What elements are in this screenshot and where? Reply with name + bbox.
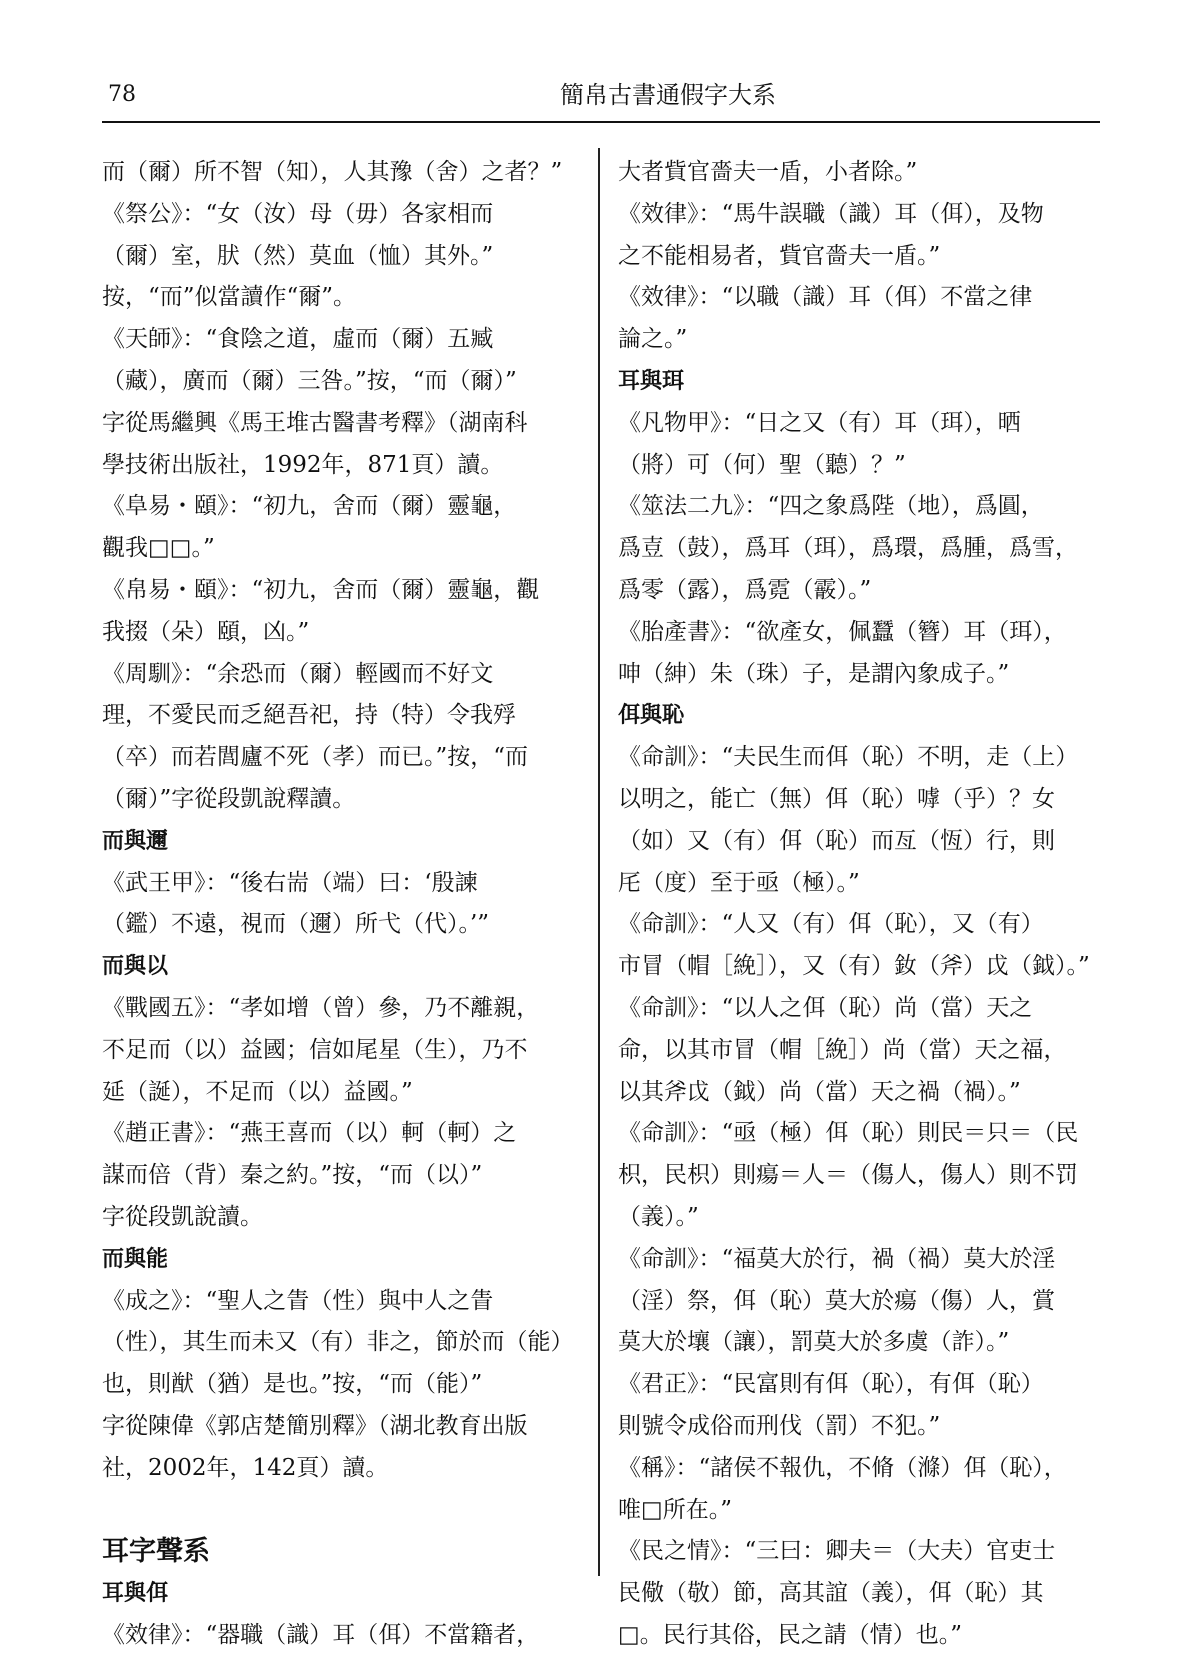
- text-line: 《稱》：“諸侯不報仇，不脩（滌）佴（恥），: [618, 1454, 1067, 1481]
- text-line: 《命訓》：“亟（極）佴（恥）則民＝只＝（民: [618, 1120, 1079, 1147]
- text-line: 大者貲官嗇夫一盾，小者除。”: [618, 159, 918, 185]
- entry-heading: 耳與佴: [102, 1581, 169, 1607]
- column-divider: [598, 148, 600, 1576]
- text-line: 《武王甲》：“後右耑（端）曰：‘殷諫: [102, 869, 478, 896]
- right-column: [618, 152, 1104, 1657]
- text-line: 民儆（敬）節，高其誼（義），佴（恥）其: [618, 1580, 1044, 1607]
- text-line: 以明之，能亡（無）佴（恥）嘑（乎）？女: [618, 785, 1055, 812]
- text-line: 枳，民枳）則瘍＝人＝（傷人，傷人）則不罚: [618, 1162, 1078, 1189]
- text-line: 《命訓》：“人又（有）佴（恥），又（有）: [618, 911, 1044, 938]
- text-line: 《凡物甲》：“日之又（有）耳（珥），晒: [618, 409, 1021, 436]
- text-line: 社，2002年，142頁）讀。: [102, 1454, 389, 1481]
- text-line: 爲零（露），爲霓（霰）。”: [618, 576, 872, 603]
- text-line: （藏），廣而（爾）三咎。”按，“而（爾）”: [102, 367, 517, 394]
- text-line: 厇（度）至于亟（極）。”: [618, 869, 860, 896]
- entry-heading: 而與邇: [102, 828, 169, 854]
- text-line: 《戰國五》：“孝如增（曾）參，乃不離親，: [102, 994, 540, 1021]
- text-line: 謀而倍（背）秦之約。”按，“而（以）”: [102, 1162, 483, 1189]
- section-heading: 耳字聲系: [102, 1536, 210, 1568]
- text-line: 《效律》：“器職（識）耳（佴）不當籍者，: [102, 1621, 540, 1648]
- text-line: 延（誕），不足而（以）益國。”: [102, 1078, 413, 1105]
- text-line: （淫）祭，佴（恥）莫大於瘍（傷）人，賞: [618, 1287, 1055, 1314]
- text-line: 《命訓》：“福莫大於行，禍（禍）莫大於淫: [618, 1245, 1056, 1272]
- text-line: 呻（紳）朱（珠）子，是謂內象成子。”: [618, 660, 1010, 687]
- text-line: 莫大於壤（讓），罰莫大於多虞（詐）。”: [618, 1329, 1010, 1356]
- text-line: 以其斧戉（鉞）尚（當）天之禍（禍）。”: [618, 1078, 1021, 1105]
- text-line: 字從陳偉《郭店楚簡別釋》（湖北教育出版: [102, 1412, 528, 1439]
- text-line: 《胎產書》：“欲產女，佩蠶（簪）耳（珥），: [618, 618, 1067, 645]
- text-line: 而（爾）所不智（知），人其豫（舍）之者？”: [102, 159, 563, 185]
- entry-heading: 耳與珥: [618, 368, 685, 394]
- text-line: （如）又（有）佴（恥）而亙（恆）行，則: [618, 827, 1055, 854]
- text-line: 我掇（朵）頤，凶。”: [102, 618, 310, 645]
- text-line: （卒）而若閭廬不死（孝）而已。”按，“而: [102, 744, 529, 771]
- text-line: 《帛易・頤》：“初九，舍而（爾）靈龜，觀: [102, 576, 540, 603]
- text-line: 爲壴（鼓），爲耳（珥），爲環，爲腫，爲雪，: [618, 535, 1078, 562]
- text-line: 《君正》：“民富則有佴（恥），有佴（恥）: [618, 1371, 1044, 1398]
- left-column: [102, 152, 580, 1657]
- text-line: （爾）”字從段凱說釋讀。: [102, 785, 356, 812]
- text-line: 《天師》：“食陰之道，虛而（爾）五臧: [102, 326, 494, 353]
- entry-heading: 而與以: [102, 954, 169, 980]
- text-line: 《命訓》：“夫民生而佴（恥）不明，走（上）: [618, 744, 1079, 771]
- text-line: 《效律》：“馬牛誤職（識）耳（佴），及物: [618, 200, 1044, 227]
- text-line: 之不能相易者，貲官嗇夫一盾。”: [618, 242, 941, 269]
- text-line: 觀我□□。”: [102, 535, 215, 562]
- page-number: 78: [108, 82, 136, 107]
- text-line: 《民之情》：“三曰：卿夫＝（大夫）官吏士: [618, 1538, 1056, 1565]
- text-line: 《效律》：“以職（識）耳（佴）不當之律: [618, 284, 1033, 311]
- text-line: 則號令成俗而刑伐（罰）不犯。”: [618, 1412, 941, 1439]
- text-line: 不足而（以）益國；信如尾星（生），乃不: [102, 1036, 528, 1063]
- blank-line: [102, 1490, 580, 1532]
- text-line: 字從段凱說讀。: [102, 1203, 263, 1230]
- text-line: （鑑）不遠，視而（邇）所弋（代）。’”: [102, 911, 490, 938]
- entry-heading: 而與能: [102, 1246, 169, 1272]
- text-line: （將）可（何）聖（聽）？”: [618, 451, 906, 478]
- text-line: 論之。”: [618, 326, 688, 353]
- text-line: （義）。”: [618, 1203, 699, 1230]
- text-line: 《趙正書》：“燕王喜而（以）軻（軻）之: [102, 1120, 517, 1147]
- text-line: 按，“而”似當讀作“爾”。: [102, 284, 357, 311]
- text-line: 《命訓》：“以人之佴（恥）尚（當）天之: [618, 994, 1033, 1021]
- text-line: 命，以其市冒（帽［絻］）尚（當）天之福，: [618, 1036, 1067, 1063]
- text-line: 唯□所在。”: [618, 1496, 732, 1523]
- text-line: 字從馬繼興《馬王堆古醫書考釋》（湖南科: [102, 409, 528, 436]
- text-line: （爾）室，肰（然）莫血（恤）其外。”: [102, 242, 494, 269]
- entry-heading: 佴與恥: [618, 703, 685, 729]
- text-line: 學技術出版社，1992年，871頁）讀。: [102, 451, 504, 478]
- text-line: 也，則猷（猶）是也。”按，“而（能）”: [102, 1371, 483, 1398]
- text-line: 《周馴》：“余恐而（爾）輕國而不好文: [102, 660, 494, 687]
- text-line: □。民行其俗，民之請（情）也。”: [618, 1621, 962, 1648]
- text-line: （性），其生而未又（有）非之，節於而（能）: [102, 1329, 574, 1356]
- header-rule: [102, 121, 1100, 123]
- text-line: 市冒（帽［絻］），又（有）釹（斧）戉（鉞）。”: [618, 953, 1090, 980]
- running-title: 簡帛古書通假字大系: [560, 81, 776, 109]
- text-line: 《筮法二九》：“四之象爲陛（地），爲圓，: [618, 493, 1044, 520]
- text-line: 《阜易・頤》：“初九，舍而（爾）靈龜，: [102, 493, 517, 520]
- text-line: 理，不愛民而乏絕吾祀，持（特）令我殍: [102, 702, 516, 729]
- text-line: 《祭公》：“女（汝）母（毋）各家相而: [102, 200, 494, 227]
- text-line: 《成之》：“聖人之眚（性）與中人之眚: [102, 1287, 494, 1314]
